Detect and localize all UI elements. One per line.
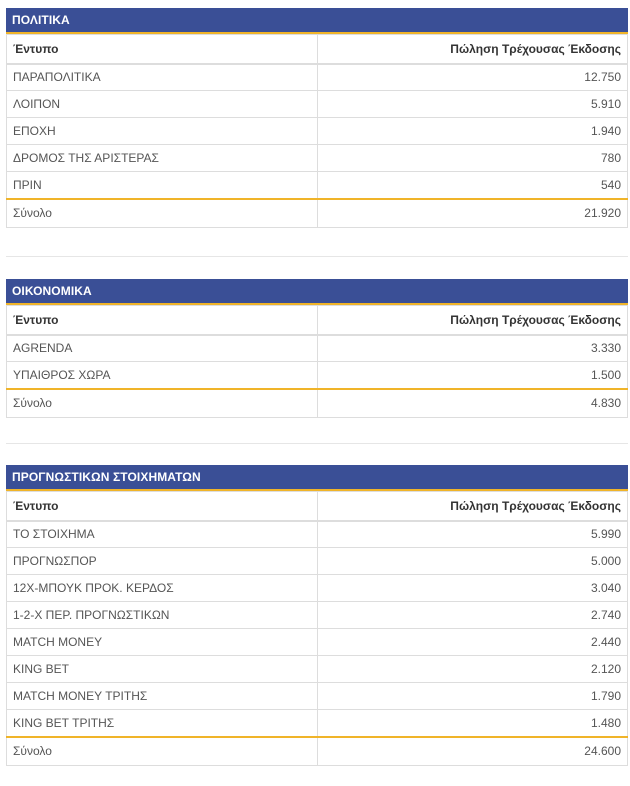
table-row: [7, 64, 628, 91]
row-name: ΛΟΙΠΟΝ: [7, 91, 318, 118]
column-header-value: Πώληση Τρέχουσας Έκδοσης: [318, 306, 628, 335]
row-name: ΤΟ ΣΤΟΙΧΗΜΑ: [7, 521, 318, 548]
table-row: [7, 362, 628, 389]
sales-table: [6, 305, 628, 418]
table-row: [7, 335, 628, 362]
row-name: MATCH MONEY: [7, 629, 318, 656]
row-value: 2.120: [318, 656, 628, 683]
row-name: ΔΡΟΜΟΣ ΤΗΣ ΑΡΙΣΤΕΡΑΣ: [7, 145, 318, 172]
row-value: 2.740: [318, 602, 628, 629]
total-row: [7, 389, 628, 418]
table-row: [7, 683, 628, 710]
row-name: AGRENDA: [7, 335, 318, 362]
sales-table: [6, 491, 628, 766]
total-label: Σύνολο: [7, 199, 318, 228]
column-header-name: Έντυπο: [7, 306, 318, 335]
table-header-row: [7, 35, 628, 64]
column-header-value: Πώληση Τρέχουσας Έκδοσης: [318, 492, 628, 521]
sales-table: [6, 34, 628, 228]
table-row: [7, 710, 628, 737]
row-name: MATCH MONEY ΤΡΙΤΗΣ: [7, 683, 318, 710]
row-name: KING BET: [7, 656, 318, 683]
row-name: ΠΑΡΑΠΟΛΙΤΙΚΑ: [7, 64, 318, 91]
total-row: [7, 737, 628, 766]
row-name: ΥΠΑΙΘΡΟΣ ΧΩΡΑ: [7, 362, 318, 389]
column-header-name: Έντυπο: [7, 492, 318, 521]
table-row: [7, 656, 628, 683]
row-name: ΠΡΙΝ: [7, 172, 318, 199]
row-value: 5.000: [318, 548, 628, 575]
table-row: [7, 548, 628, 575]
total-value: 4.830: [318, 389, 628, 418]
total-value: 24.600: [318, 737, 628, 766]
row-value: 3.040: [318, 575, 628, 602]
section-politika: [6, 8, 628, 228]
row-value: 1.500: [318, 362, 628, 389]
table-row: [7, 521, 628, 548]
total-row: [7, 199, 628, 228]
section-title: ΠΡΟΓΝΩΣΤΙΚΩΝ ΣΤΟΙΧΗΜΑΤΩΝ: [6, 465, 628, 491]
total-value: 21.920: [318, 199, 628, 228]
column-header-value: Πώληση Τρέχουσας Έκδοσης: [318, 35, 628, 64]
section-prognostikon: [6, 465, 628, 766]
row-name: ΠΡΟΓΝΩΣΠΟΡ: [7, 548, 318, 575]
table-row: [7, 145, 628, 172]
table-row: [7, 629, 628, 656]
table-header-row: [7, 492, 628, 521]
table-row: [7, 172, 628, 199]
row-name: 1-2-Χ ΠΕΡ. ΠΡΟΓΝΩΣΤΙΚΩΝ: [7, 602, 318, 629]
section-title: ΟΙΚΟΝΟΜΙΚΑ: [6, 279, 628, 305]
row-value: 2.440: [318, 629, 628, 656]
row-value: 3.330: [318, 335, 628, 362]
row-value: 780: [318, 145, 628, 172]
table-header-row: [7, 306, 628, 335]
row-value: 12.750: [318, 64, 628, 91]
section-title: ΠΟΛΙΤΙΚΑ: [6, 8, 628, 34]
section-divider: [6, 443, 628, 444]
table-row: [7, 118, 628, 145]
column-header-name: Έντυπο: [7, 35, 318, 64]
table-row: [7, 602, 628, 629]
total-label: Σύνολο: [7, 737, 318, 766]
section-oikonomika: [6, 279, 628, 418]
row-value: 540: [318, 172, 628, 199]
row-value: 1.790: [318, 683, 628, 710]
row-name: ΕΠΟΧΗ: [7, 118, 318, 145]
total-label: Σύνολο: [7, 389, 318, 418]
table-row: [7, 575, 628, 602]
row-value: 5.910: [318, 91, 628, 118]
row-value: 5.990: [318, 521, 628, 548]
row-value: 1.480: [318, 710, 628, 737]
row-name: KING BET ΤΡΙΤΗΣ: [7, 710, 318, 737]
section-divider: [6, 256, 628, 257]
row-name: 12Χ-ΜΠΟΥΚ ΠΡΟΚ. ΚΕΡΔΟΣ: [7, 575, 318, 602]
table-row: [7, 91, 628, 118]
row-value: 1.940: [318, 118, 628, 145]
